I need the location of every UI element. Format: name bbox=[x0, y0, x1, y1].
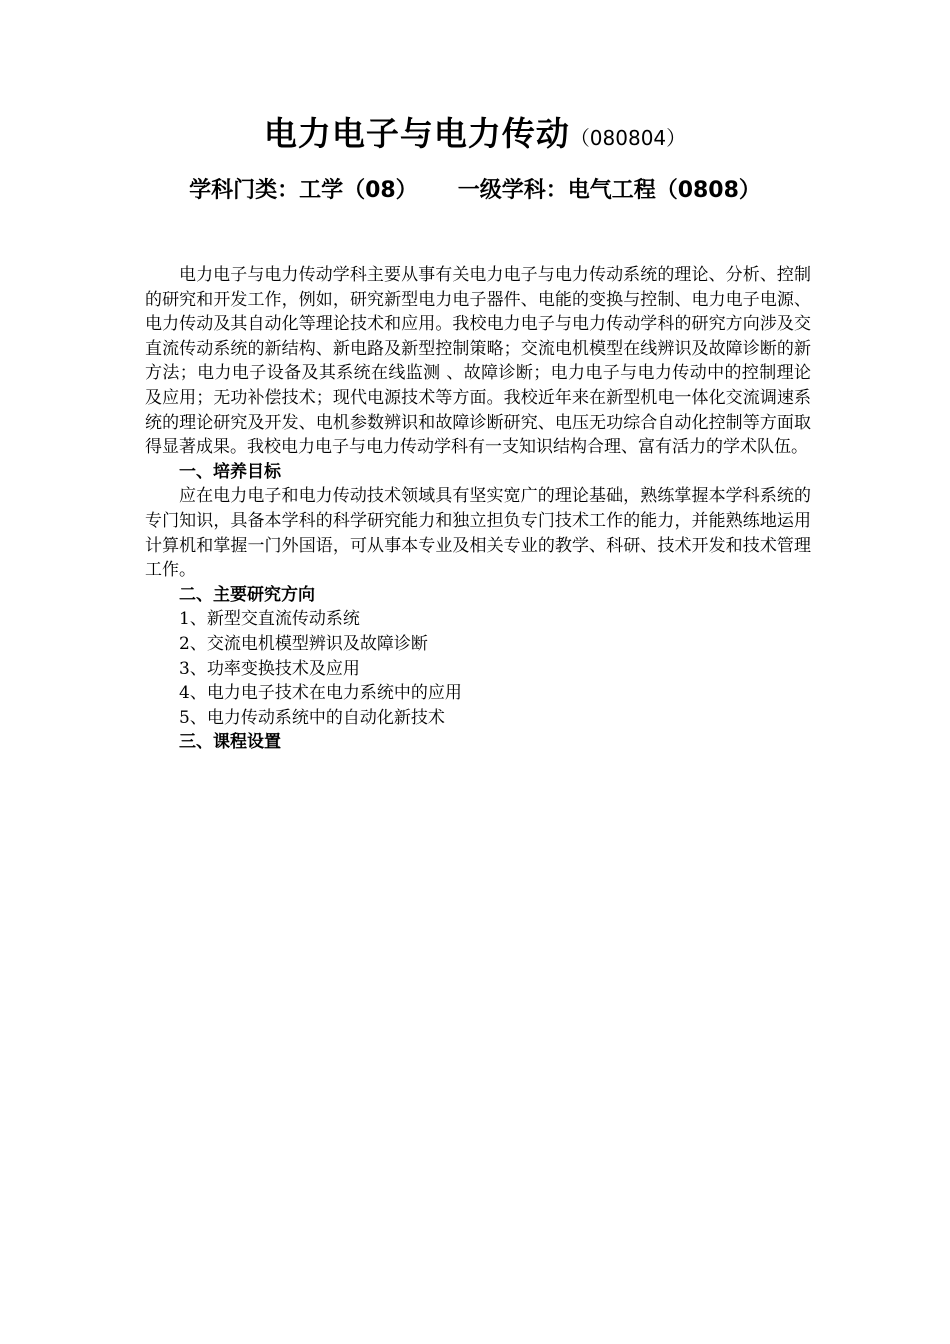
research-direction-item: 2、交流电机模型辨识及故障诊断 bbox=[179, 633, 428, 654]
title-code: （080804） bbox=[569, 126, 687, 150]
research-direction-item: 1、新型交直流传动系统 bbox=[179, 609, 360, 630]
document-title bbox=[0, 108, 950, 155]
subject-category: 学科门类：工学（08） bbox=[189, 178, 418, 203]
section-heading-research-directions: 二、主要研究方向 bbox=[179, 584, 315, 605]
research-direction-item: 3、功率变换技术及应用 bbox=[179, 658, 360, 679]
research-direction-item: 5、电力传动系统中的自动化新技术 bbox=[179, 707, 445, 728]
first-level-discipline: 一级学科：电气工程（0808） bbox=[457, 178, 761, 203]
section-heading-curriculum: 三、课程设置 bbox=[179, 732, 281, 753]
section-heading-training-goals: 一、培养目标 bbox=[179, 461, 281, 482]
document-subtitle bbox=[0, 173, 950, 204]
research-direction-item: 4、电力电子技术在电力系统中的应用 bbox=[179, 683, 462, 704]
training-goals-paragraph: 应在电力电子和电力传动技术领域具有坚实宽广的理论基础，熟练掌握本学科系统的专门知识，具备本学科的科学研究能力和独立担负专门技术工作的能力，并能熟练地运用计算机和掌握一门外国语，可从事本专业及相关专业的教学、科研、技术开发和技术管理工作。 bbox=[145, 486, 811, 581]
document-body bbox=[145, 263, 811, 755]
intro-paragraph: 电力电子与电力传动学科主要从事有关电力电子与电力传动系统的理论、分析、控制的研究和开发工作，例如，研究新型电力电子器件、电能的变换与控制、电力电子电源、电力传动及其自动化等理论技术和应用。我校电力电子与电力传动学科的研究方向涉及交直流传动系统的新结构、新电路及新型控制策略；交流电机模型在线辨识及故障诊断的新方法；电力电子设备及其系统在线监测 、故障诊断；电力电子与电力传动中的控制理论及应用；无功补偿技术；现代电源技术等方面。我校近年来在新型机电一体化交流调速系统的理论研究及开发、电机参数辨识和故障诊断研究、电压无功综合自动化控制等方面取得显著成果。我校电力电子与电力传动学科有一支知识结构合理、富有活力的学术队伍。 bbox=[145, 265, 811, 458]
title-text: 电力电子与电力传动 bbox=[263, 114, 570, 153]
